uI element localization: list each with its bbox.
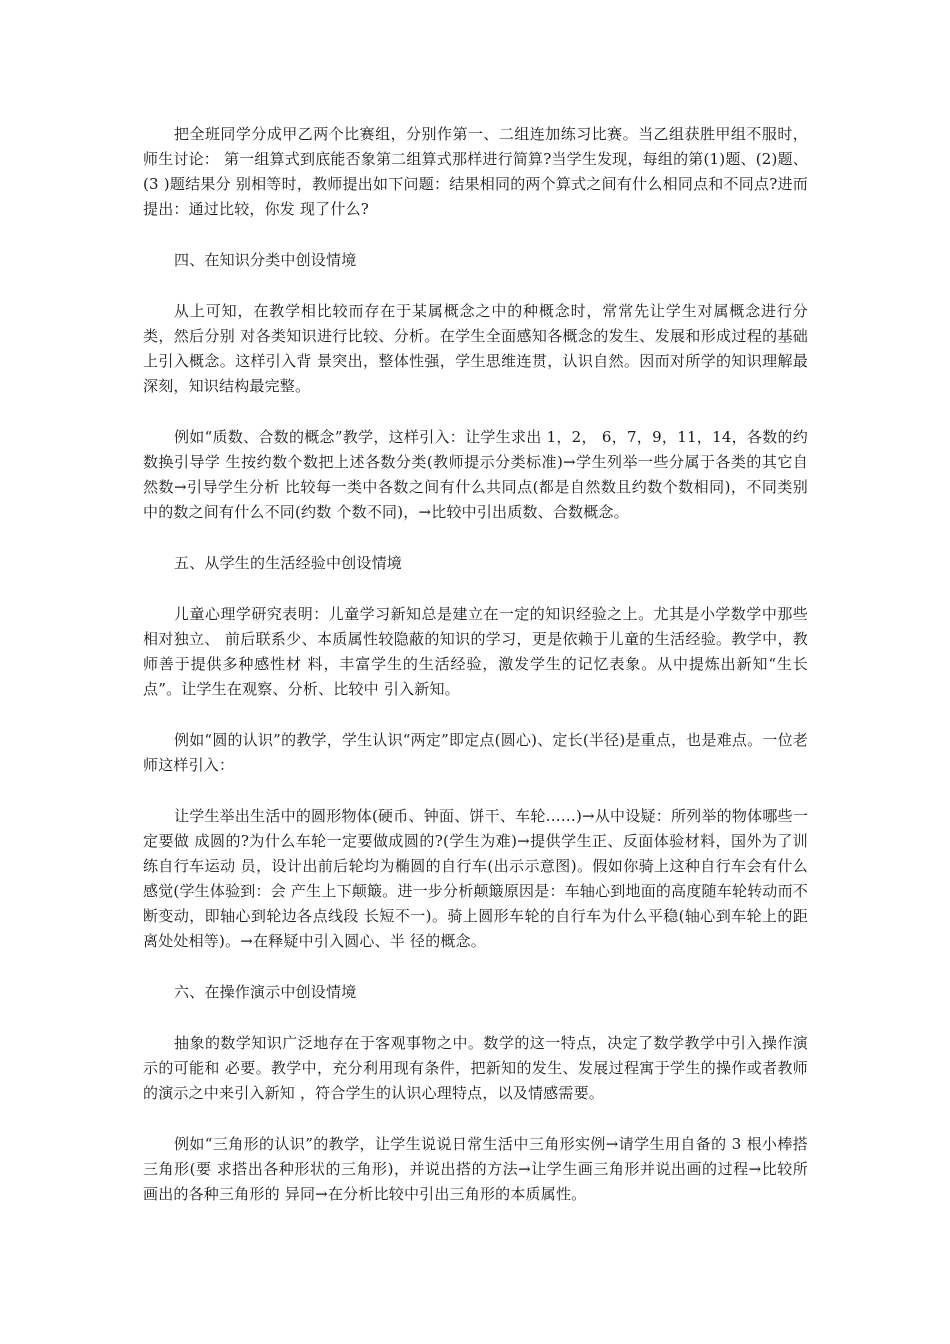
paragraph-wheel-example: 让学生举出生活中的圆形物体(硬币、钟面、饼干、车轮……)→从中设疑：所列举的物体哪些一定要做 成圆的?为什么车轮一定要做成圆的?(学生为难)→提供学生正、反面体验材料，国外为了训练自行车运动 员，设计出前后轮均为椭圆的自行车(出示示意图)。假如你骑上这种自行车会有什么感觉(学生体验到：会 产生上下颠簸。进一步分析颠簸原因是：车轴心到地面的高度随车轮转动而不断变动，即轴心到轮边各点线段 长短不一)。骑上圆形车轮的自行车为什么平稳(轴心到车轮上的距离处处相等)。→在释疑中引入圆心、半 径的概念。 (143, 807, 808, 950)
paragraph-child-psychology: 儿童心理学研究表明：儿童学习新知总是建立在一定的知识经验之上。尤其是小学数学中那些相对独立、 前后联系少、本质属性较隐蔽的知识的学习，更是依赖于儿童的生活经验。教学中，教师善于提供多种感性材 料，丰富学生的生活经验，激发学生的记忆表象。从中提炼出新知“生长点”。让学生在观察、分析、比较中 引入新知。 (143, 605, 808, 698)
paragraph-prime-example: 例如“质数、合数的概念”教学，这样引入：让学生求出 1，2， 6，7，9，11，14，各数的约数换引导学 生按约数个数把上述各数分类(教师提示分类标准)→学生列举一些分属于各类的其它自然数→引导学生分析 比较每一类中各数之间有什么共同点(都是自然数且约数个数相同)，不同类别中的数之间有什么不同(约数 个数不同)，→比较中引出质数、合数概念。 (143, 428, 808, 521)
section-heading-6: 六、在操作演示中创设情境 (174, 983, 357, 1001)
paragraph-circle-example: 例如“圆的认识”的教学，学生认识“两定”即定点(圆心)、定长(半径)是重点，也是难点。一位老 师这样引入： (143, 731, 808, 774)
paragraph-classification: 从上可知，在教学相比较而存在于某属概念之中的种概念时，常常先让学生对属概念进行分类，然后分别 对各类知识进行比较、分析。在学生全面感知各概念的发生、发展和形成过程的基础上引入概念。这样引入背 景突出，整体性强，学生思维连贯，认识自然。因而对所学的知识理解最深刻，知识结构最完整。 (143, 302, 808, 395)
document-body (143, 122, 808, 1233)
paragraph-abstract-math: 抽象的数学知识广泛地存在于客观事物之中。数学的这一特点，决定了数学教学中引入操作演示的可能和 必要。教学中，充分利用现有条件，把新知的发生、发展过程寓于学生的操作或者教师的演示之中来引入新知 ，符合学生的认识心理特点，以及情感需要。 (143, 1034, 808, 1102)
section-heading-5: 五、从学生的生活经验中创设情境 (174, 554, 403, 572)
paragraph-triangle-example: 例如“三角形的认识”的教学，让学生说说日常生活中三角形实例→请学生用自备的 3 根小棒搭三角形(要 求搭出各种形状的三角形)，并说出搭的方法→让学生画三角形并说出画的过程→比较所画出的各种三角形的 异同→在分析比较中引出三角形的本质属性。 (143, 1135, 808, 1203)
section-heading-4: 四、在知识分类中创设情境 (174, 251, 357, 269)
paragraph-competition: 把全班同学分成甲乙两个比赛组，分别作第一、二组连加练习比赛。当乙组获胜甲组不服时，师生讨论： 第一组算式到底能否象第二组算式那样进行简算?当学生发现，每组的第(1)题、(2)题、(3 )题结果分 别相等时，教师提出如下问题：结果相同的两个算式之间有什么相同点和不同点?进而提出：通过比较，你发 现了什么? (143, 125, 808, 218)
